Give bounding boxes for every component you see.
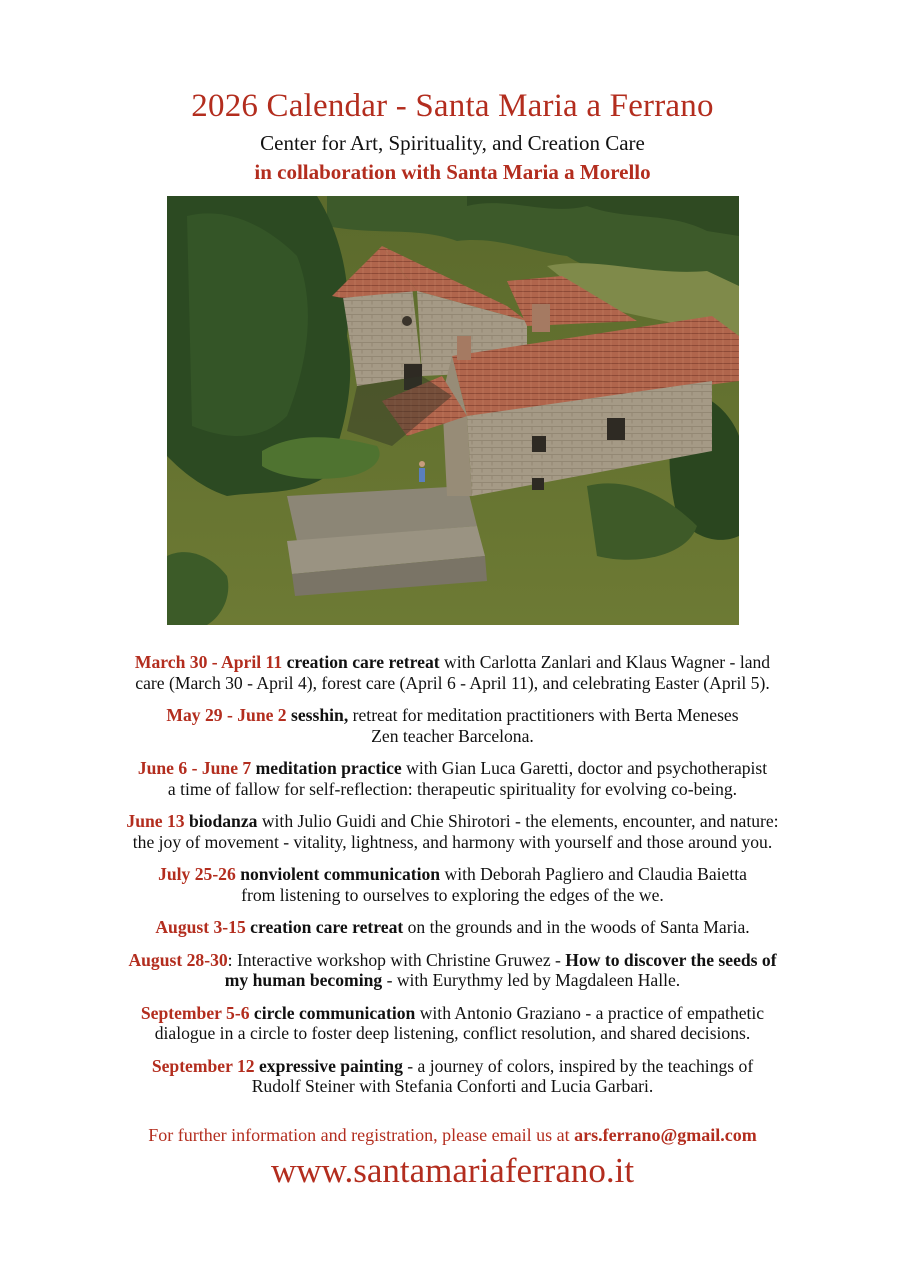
event-date: March 30 - April 11 <box>134 652 283 672</box>
page-subtitle: Center for Art, Spirituality, and Creation Care <box>260 131 645 155</box>
event-title: How to discover the seeds of <box>565 949 777 970</box>
event-date: June 13 <box>126 811 185 831</box>
event-item <box>40 705 865 746</box>
event-title: sesshin, <box>291 705 349 725</box>
event-title: nonviolent communication <box>240 864 441 884</box>
event-text: with Gian Luca Garetti, doctor and psychotherapist <box>401 758 768 778</box>
event-text: on the grounds and in the woods of Santa Maria. <box>403 917 750 937</box>
event-text-line2: from listening to ourselves to exploring the edges of the we. <box>241 884 664 905</box>
event-text-line2: - with Eurythmy led by Magdaleen Halle. <box>382 970 681 990</box>
event-text: - a journey of colors, inspired by the teachings of <box>402 1055 754 1076</box>
event-item <box>40 1003 865 1044</box>
event-date: June 6 - June 7 <box>137 758 252 778</box>
event-title-cont: my human becoming <box>224 970 383 990</box>
event-date: August 3-15 <box>155 917 246 937</box>
event-text-line2: a time of fallow for self-reflection: therapeutic spirituality for evolving co-being. <box>167 778 738 799</box>
event-item <box>40 758 865 799</box>
event-item <box>40 652 865 693</box>
contact-text: For further information and registration, please email us at <box>148 1125 575 1145</box>
event-text-line2: dialogue in a circle to foster deep listening, conflict resolution, and shared decisions. <box>154 1023 751 1043</box>
event-item <box>40 917 865 938</box>
event-date: September 12 <box>151 1055 255 1076</box>
page-title: 2026 Calendar - Santa Maria a Ferrano <box>191 88 714 124</box>
event-title: circle communication <box>253 1002 416 1023</box>
event-item <box>40 1056 865 1097</box>
event-text: with Deborah Pagliero and Claudia Baietta <box>440 864 747 884</box>
event-title: creation care retreat <box>286 652 440 672</box>
event-date: May 29 - June 2 <box>166 705 287 725</box>
website-link[interactable]: www.santamariaferrano.it <box>270 1151 635 1190</box>
event-text: with Julio Guidi and Chie Shirotori - the elements, encounter, and nature: <box>257 811 779 831</box>
event-text-line2: Zen teacher Barcelona. <box>371 725 534 746</box>
photo-illustration <box>167 196 739 625</box>
event-text: retreat for meditation practitioners with Berta Meneses <box>348 705 739 725</box>
event-item <box>40 811 865 852</box>
contact-line <box>0 1124 905 1146</box>
event-text: with Antonio Graziano - a practice of empathetic <box>415 1002 765 1023</box>
event-title: biodanza <box>188 811 258 831</box>
collaboration-line: in collaboration with Santa Maria a Morello <box>254 160 651 184</box>
aerial-stone-buildings-photo <box>167 196 739 625</box>
event-text-line2: care (March 30 - April 4), forest care (April 6 - April 11), and celebrating Easter (April 5). <box>135 672 770 693</box>
email-link[interactable]: ars.ferrano@gmail.com <box>574 1125 757 1145</box>
events-list <box>40 652 865 1109</box>
event-date: August 28-30 <box>128 949 228 970</box>
event-title: meditation practice <box>255 758 402 778</box>
event-text-line2: Rudolf Steiner with Stefania Conforti and Lucia Garbari. <box>251 1076 654 1096</box>
event-date: July 25-26 <box>158 864 236 884</box>
event-date: September 5-6 <box>140 1002 250 1023</box>
event-title: creation care retreat <box>250 917 404 937</box>
event-item <box>40 950 865 991</box>
event-title: expressive painting <box>259 1055 403 1076</box>
event-text: : Interactive workshop with Christine Gruwez - <box>227 949 566 970</box>
event-item <box>40 864 865 905</box>
event-text: with Carlotta Zanlari and Klaus Wagner - land <box>439 652 771 672</box>
event-text-line2: the joy of movement - vitality, lightness, and harmony with yourself and those around you. <box>132 831 773 852</box>
